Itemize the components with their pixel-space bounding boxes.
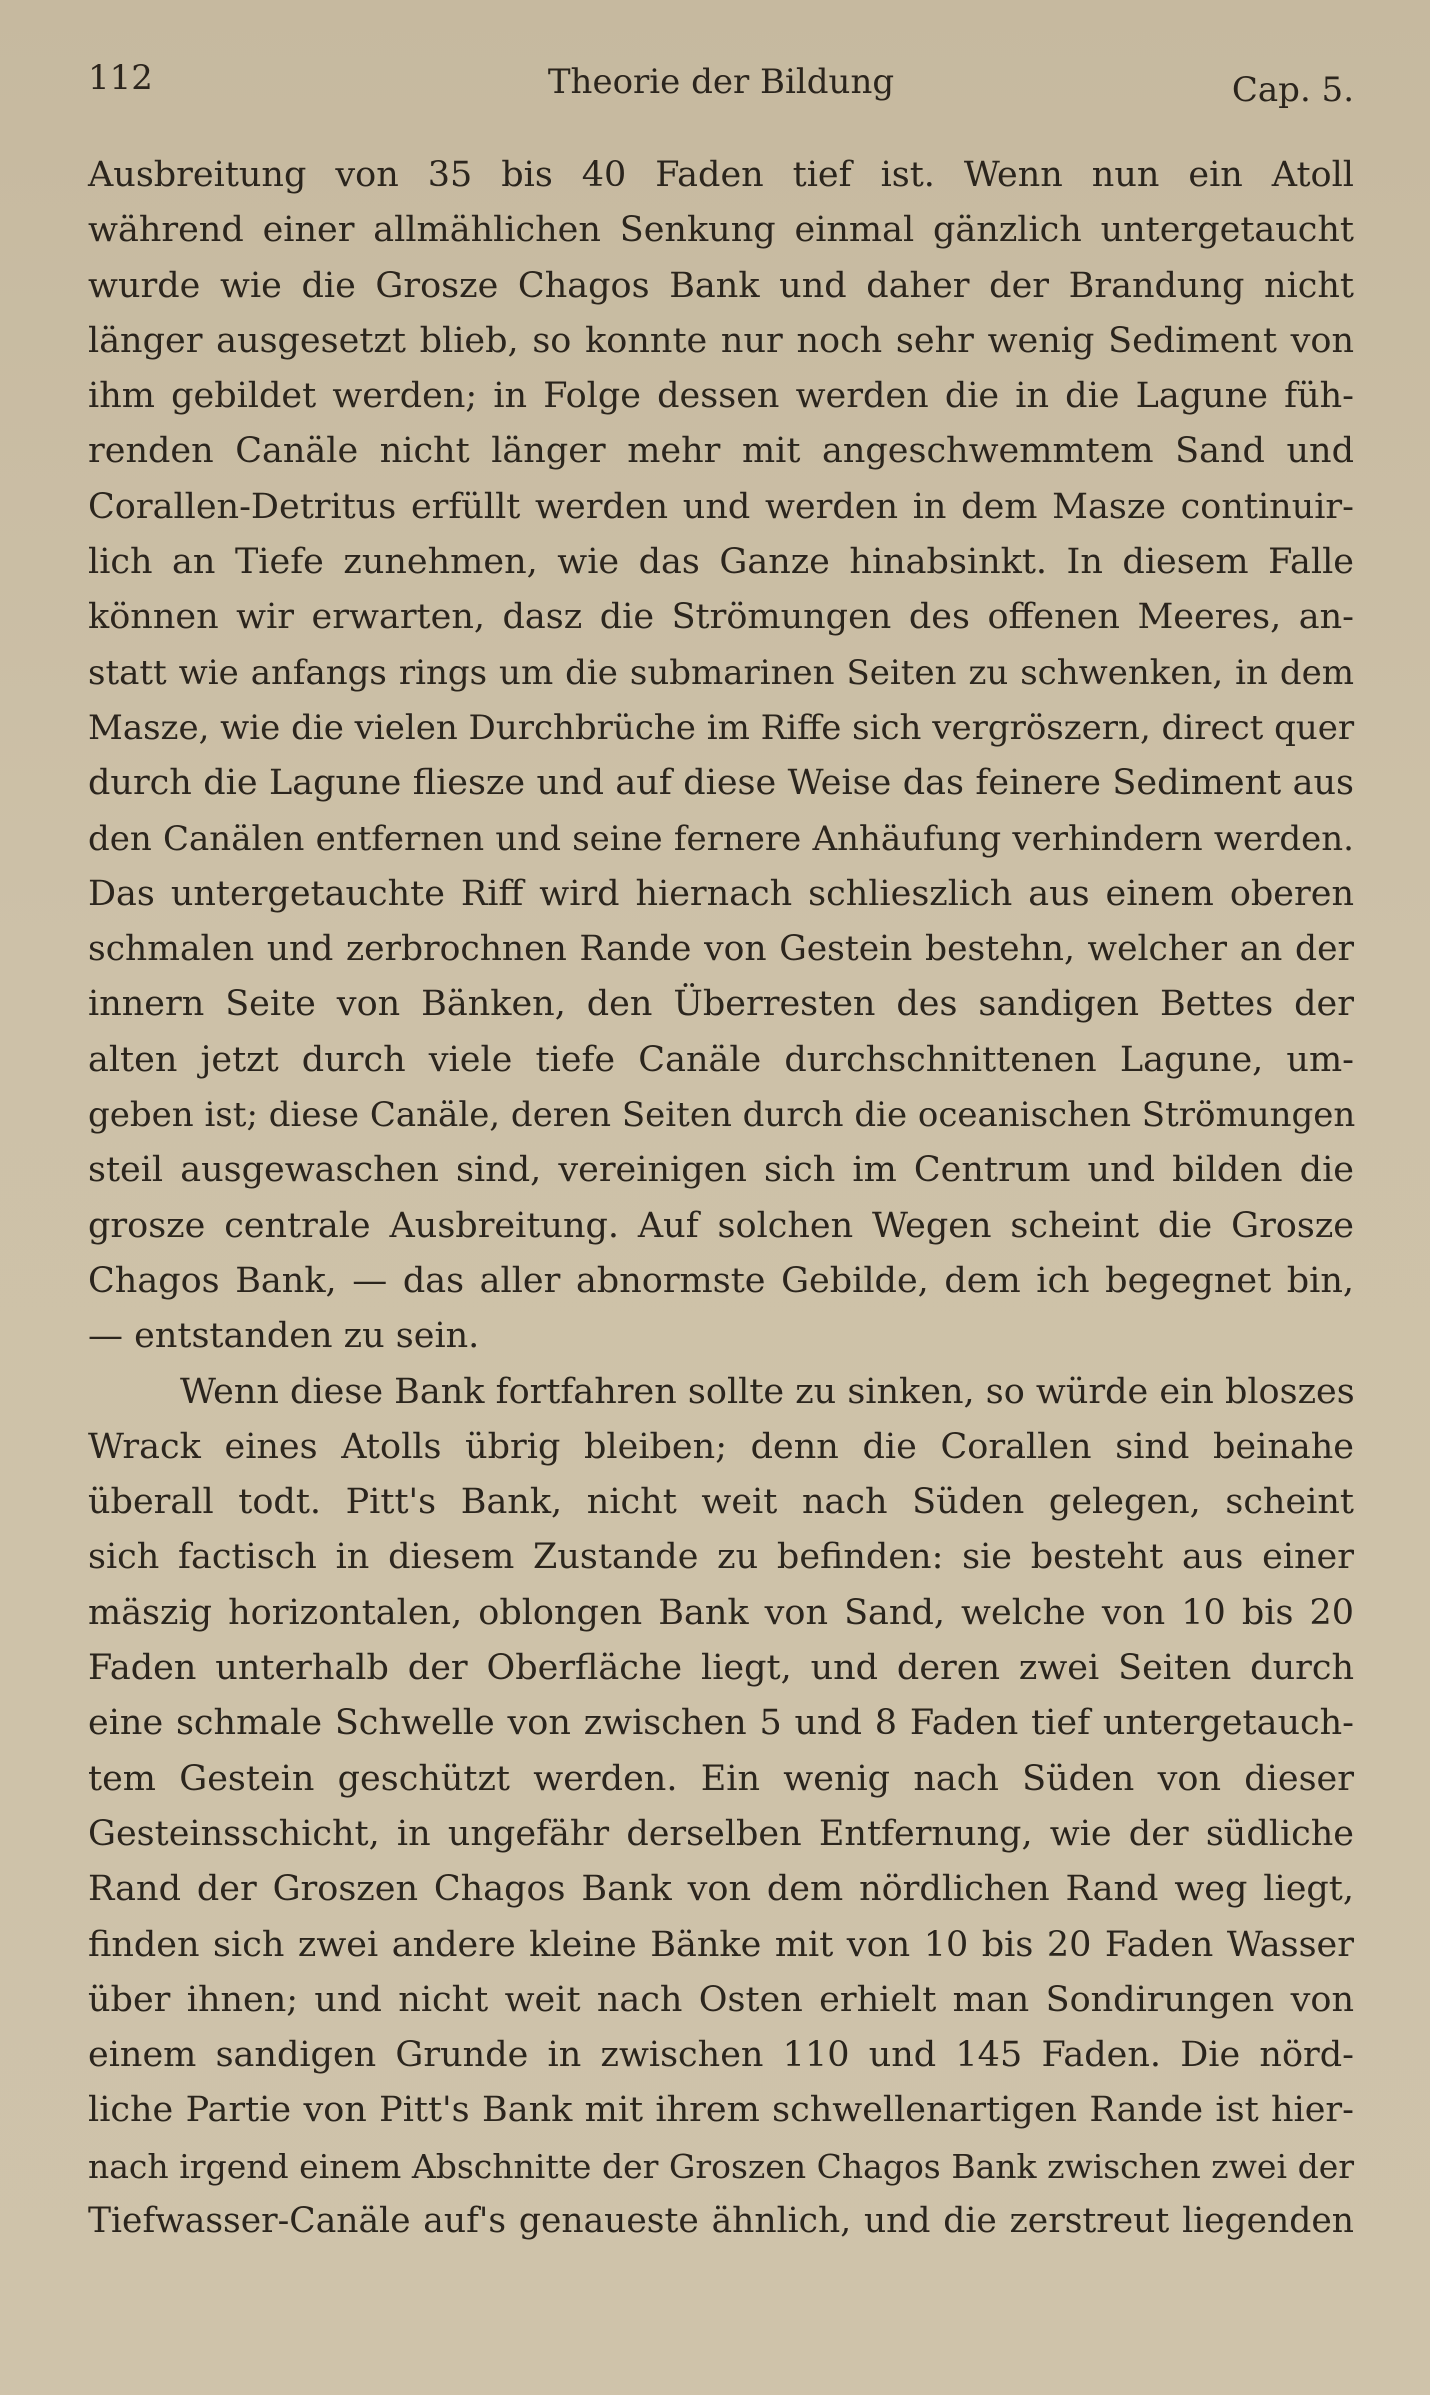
chapter-label: Cap. 5. bbox=[1231, 70, 1354, 110]
text-line: lich an Tiefe zunehmen, wie das Ganze hinabsinkt. In diesem Falle bbox=[88, 542, 1354, 583]
page-number: 112 bbox=[88, 58, 153, 98]
text-line: alten jetzt durch viele tiefe Canäle durchschnittenen Lagune, um- bbox=[88, 1039, 1354, 1080]
text-line: sich factisch in diesem Zustande zu befinden: sie besteht aus einer bbox=[88, 1537, 1354, 1578]
text-line: — entstanden zu sein. bbox=[88, 1316, 480, 1357]
text-line: überall todt. Pitt's Bank, nicht weit nach Süden gelegen, scheint bbox=[88, 1482, 1354, 1523]
text-line: können wir erwarten, dasz die Strömungen des offenen Meeres, an- bbox=[88, 597, 1354, 638]
text-line: tem Gestein geschützt werden. Ein wenig nach Süden von dieser bbox=[88, 1758, 1354, 1799]
text-line: Das untergetauchte Riff wird hiernach schlieszlich aus einem oberen bbox=[88, 873, 1354, 914]
text-line: Faden unterhalb der Oberfläche liegt, und deren zwei Seiten durch bbox=[88, 1648, 1354, 1689]
text-line: grosze centrale Ausbreitung. Auf solchen Wegen scheint die Grosze bbox=[88, 1205, 1354, 1246]
running-title: Theorie der Bildung bbox=[547, 62, 895, 102]
text-line: innern Seite von Bänken, den Überresten des sandigen Bettes der bbox=[88, 984, 1354, 1025]
text-line: Chagos Bank, — das aller abnormste Gebilde, dem ich begegnet bin, bbox=[88, 1260, 1354, 1301]
text-line: steil ausgewaschen sind, vereinigen sich im Centrum und bilden die bbox=[88, 1150, 1354, 1191]
text-line: Masze, wie die vielen Durchbrüche im Riffe sich vergröszern, direct quer bbox=[88, 707, 1355, 748]
text-line: Wrack eines Atolls übrig bleiben; denn die Corallen sind beinahe bbox=[88, 1426, 1354, 1467]
page-header bbox=[88, 58, 1354, 118]
text-line: einem sandigen Grunde in zwischen 110 und 145 Faden. Die nörd- bbox=[88, 2035, 1354, 2076]
text-line: Tiefwasser-Canäle auf's genaueste ähnlich, und die zerstreut liegenden bbox=[88, 2200, 1354, 2241]
text-line: über ihnen; und nicht weit nach Osten erhielt man Sondirungen von bbox=[88, 1979, 1354, 2020]
paragraph bbox=[88, 1365, 1354, 2250]
text-line: Rand der Groszen Chagos Bank von dem nördlichen Rand weg liegt, bbox=[88, 1869, 1354, 1910]
text-line: mäszig horizontalen, oblongen Bank von Sand, welche von 10 bis 20 bbox=[88, 1592, 1354, 1633]
body-text bbox=[88, 148, 1354, 2249]
text-line: statt wie anfangs rings um die submarinen Seiten zu schwenken, in dem bbox=[88, 652, 1354, 693]
text-line: ihm gebildet werden; in Folge dessen werden die in die Lagune füh- bbox=[88, 376, 1354, 417]
text-line: eine schmale Schwelle von zwischen 5 und 8 Faden tief untergetauch- bbox=[88, 1703, 1354, 1744]
text-line: Wenn diese Bank fortfahren sollte zu sinken, so würde ein bloszes bbox=[180, 1371, 1355, 1412]
text-line: finden sich zwei andere kleine Bänke mit von 10 bis 20 Faden Wasser bbox=[88, 1924, 1354, 1965]
text-line: nach irgend einem Abschnitte der Groszen Chagos Bank zwischen zwei der bbox=[88, 2146, 1354, 2186]
paragraph bbox=[88, 148, 1354, 1365]
text-line: schmalen und zerbrochnen Rande von Gestein bestehn, welcher an der bbox=[88, 929, 1354, 970]
text-line: Gesteinsschicht, in ungefähr derselben Entfernung, wie der südliche bbox=[88, 1813, 1354, 1854]
text-line: durch die Lagune fliesze und auf diese Weise das feinere Sediment aus bbox=[88, 763, 1354, 804]
text-line: Corallen-Detritus erfüllt werden und werden in dem Masze continuir- bbox=[88, 486, 1354, 527]
text-line: den Canälen entfernen und seine fernere Anhäufung verhindern werden. bbox=[88, 818, 1354, 859]
text-line: geben ist; diese Canäle, deren Seiten durch die oceanischen Strömungen bbox=[88, 1095, 1356, 1136]
text-line: renden Canäle nicht länger mehr mit angeschwemmtem Sand und bbox=[88, 431, 1354, 472]
text-line: länger ausgesetzt blieb, so konnte nur noch sehr wenig Sediment von bbox=[88, 320, 1354, 361]
text-line: liche Partie von Pitt's Bank mit ihrem schwellenartigen Rande ist hier- bbox=[88, 2090, 1354, 2131]
text-line: Ausbreitung von 35 bis 40 Faden tief ist. Wenn nun ein Atoll bbox=[88, 155, 1354, 195]
text-line: während einer allmählichen Senkung einmal gänzlich untergetaucht bbox=[88, 210, 1354, 251]
text-line: wurde wie die Grosze Chagos Bank und daher der Brandung nicht bbox=[88, 265, 1354, 306]
